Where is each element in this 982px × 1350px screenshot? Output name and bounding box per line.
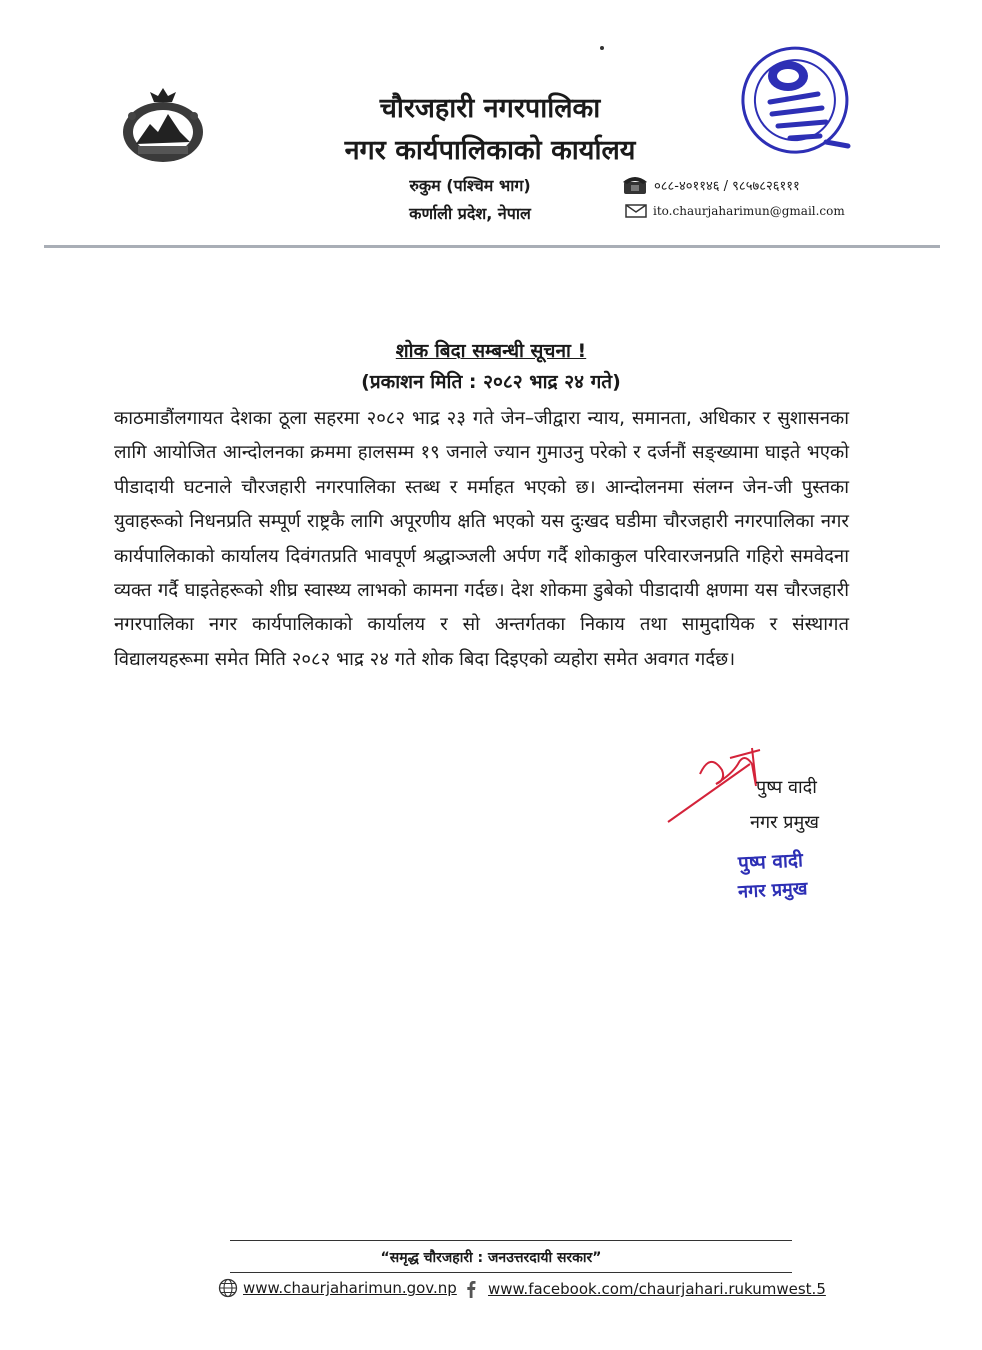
email-row <box>625 204 845 218</box>
email-icon <box>625 204 647 218</box>
footer-facebook[interactable] <box>466 1280 826 1298</box>
office-seal-stamp <box>730 42 858 164</box>
stamp-signatory-title: नगर प्रमुख <box>737 878 809 903</box>
telephone-icon <box>622 174 648 196</box>
signatory-name: पुष्प वादी <box>756 777 817 798</box>
publish-date: (प्रकाशन मिति : २०८२ भाद्र २४ गते) <box>361 371 621 393</box>
scan-speck <box>600 46 604 50</box>
notice-body: काठमाडौंलगायत देशका ठूला सहरमा २०८२ भाद्र २३ गते जेन–जीद्वारा न्याय, समानता, अधिकार र सुशासनका लागि आयोजित आन्दोलनका क्रममा हालसम्म १९ जनाले ज्यान गुमाउनु परेको र दर्जनौं सङ्ख्यामा घाइते भएको पीडादायी घटनाले चौरजहारी नगरपालिका स्तब्ध र मर्माहत भएको छ। आन्दोलनमा संलग्न जेन-जी पुस्तका युवाहरूको निधनप्रति सम्पूर्ण राष्ट्रकै लागि अपूरणीय क्षति भएको यस दुःखद घडीमा चौरजहारी नगरपालिका नगर कार्यपालिकाको कार्यालय दिवंगतप्रति भावपूर्ण श्रद्धाञ्जली अर्पण गर्दै शोकाकुल परिवारजनप्रति गहिरो समवेदना व्यक्त गर्दै घाइतेहरूको शीघ्र स्वास्थ्य लाभको कामना गर्दछ। देश शोकमा डुबेको पीडादायी क्षणमा यस चौरजहारी नगरपालिका नगर कार्यपालिकाको कार्यालय र सो अन्तर्गतका निकाय तथा सामुदायिक र संस्थागत विद्यालयहरूमा समेत मिति २०८२ भाद्र २४ गते शोक बिदा दिइएको व्यहोरा समेत अवगत गर्दछ। <box>114 408 849 670</box>
footer-website[interactable] <box>218 1278 457 1298</box>
header-divider <box>44 245 940 248</box>
footer-divider-bottom <box>230 1272 792 1273</box>
notice-title <box>0 337 982 363</box>
phone-row <box>622 174 800 196</box>
province-address: कर्णाली प्रदेश, नेपाल <box>409 204 531 223</box>
website-link[interactable]: www.chaurjaharimun.gov.np <box>243 1279 457 1297</box>
email-address: ito.chaurjaharimun@gmail.com <box>653 204 845 218</box>
signatory-title: नगर प्रमुख <box>750 812 819 833</box>
district-address: रुकुम (पश्चिम भाग) <box>409 176 531 195</box>
municipality-name: चौरजहारी नगरपालिका <box>379 93 601 124</box>
footer-slogan: “समृद्ध चौरजहारी : जनउत्तरदायी सरकार” <box>380 1250 602 1266</box>
phone-number: ०८८-४०११४६ / ९८५७८२६१११ <box>654 179 800 194</box>
stamp-signatory-name: पुष्प वादी <box>737 849 804 875</box>
footer-divider-top <box>230 1240 792 1241</box>
office-name: नगर कार्यपालिकाको कार्यालय <box>344 135 636 166</box>
facebook-link[interactable]: www.facebook.com/chaurjahari.rukumwest.5 <box>488 1280 826 1298</box>
globe-icon <box>218 1278 238 1298</box>
nepal-emblem-icon <box>118 86 208 166</box>
facebook-icon <box>466 1280 476 1298</box>
notice-title-text: शोक बिदा सम्बन्धी सूचना ! <box>395 340 587 362</box>
